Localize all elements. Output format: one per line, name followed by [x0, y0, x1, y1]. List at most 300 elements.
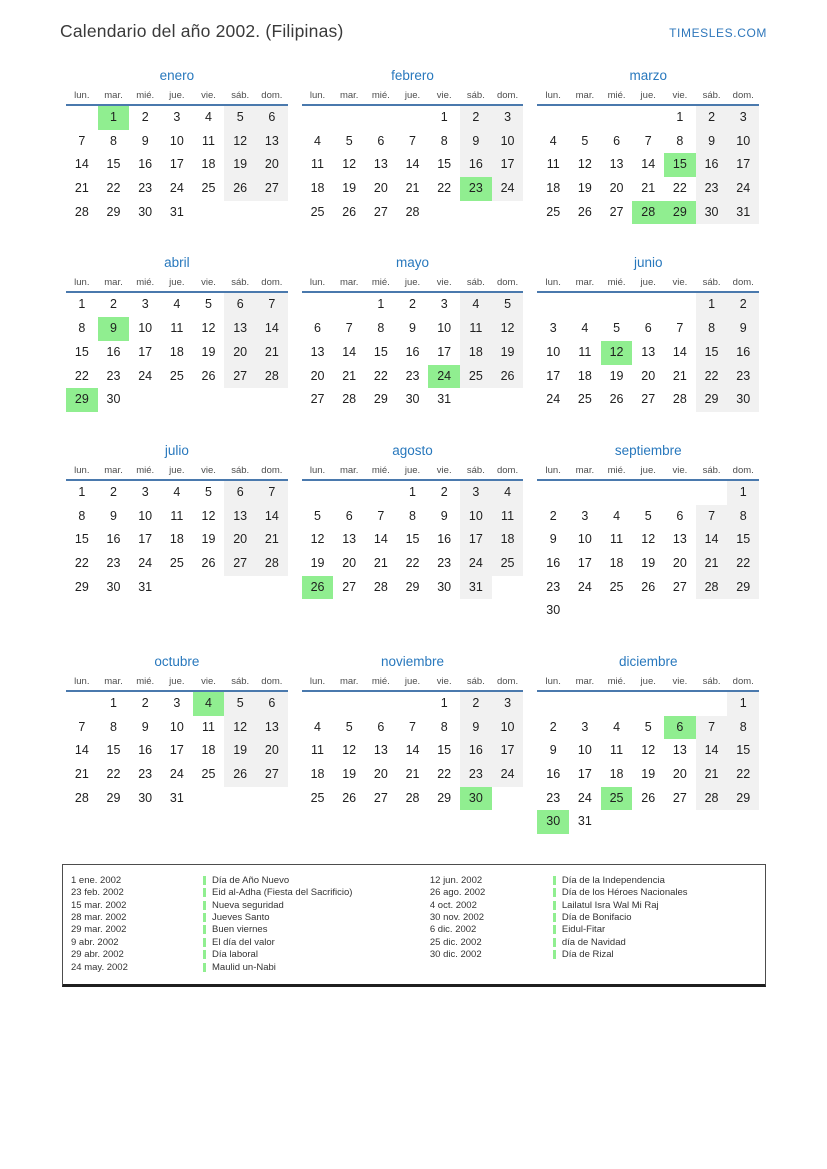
day-cell: 5 — [644, 508, 652, 523]
weekday-label: lun. — [545, 277, 561, 289]
day-cell: 2 — [727, 293, 759, 317]
day-cell: 22 — [106, 767, 121, 782]
day-cell: 25 — [577, 392, 592, 407]
day-cell: 28 — [405, 204, 420, 219]
day-cell: 29 — [106, 790, 121, 805]
legend-date: 24 may. 2002 — [71, 961, 128, 973]
legend-date: 15 mar. 2002 — [71, 899, 127, 911]
empty-cell — [256, 787, 288, 811]
legend-holiday-name: Eid al-Adha (Fiesta del Sacrificio) — [212, 887, 353, 899]
weekday-header-row — [302, 465, 524, 481]
day-cell: 3 — [460, 481, 492, 505]
day-cell: 18 — [201, 157, 216, 172]
day-cell: 13 — [256, 716, 288, 740]
day-cell: 14 — [373, 532, 388, 547]
site-link[interactable]: TIMESLES.COM — [669, 26, 767, 40]
day-cell: 3 — [549, 321, 557, 336]
day-cell: 5 — [492, 293, 524, 317]
day-cell: 24 — [492, 177, 524, 201]
legend-item — [71, 899, 430, 911]
day-cell: 6 — [224, 481, 256, 505]
weekday-label: vie. — [672, 277, 688, 289]
day-cell: 7 — [256, 481, 288, 505]
day-cell: 8 — [110, 719, 117, 734]
weekday-label: lun. — [309, 464, 326, 476]
month-noviembre — [302, 654, 524, 834]
day-cell: 9 — [460, 130, 492, 154]
empty-cell — [537, 293, 569, 317]
empty-cell — [333, 481, 365, 505]
day-cell: 12 — [492, 317, 524, 341]
day-cell: 24 — [460, 552, 492, 576]
empty-cell — [601, 481, 633, 505]
month-title: noviembre — [381, 654, 445, 669]
day-cell: 24 — [546, 392, 561, 407]
day-cell: 6 — [256, 106, 288, 130]
day-cell: 10 — [138, 321, 153, 336]
empty-cell — [302, 106, 334, 130]
weekday-header-row — [537, 676, 759, 692]
day-cell: 14 — [696, 739, 728, 763]
weekday-label: mié. — [371, 676, 390, 687]
weekday-label: mar. — [104, 277, 123, 289]
day-cell: 6 — [377, 719, 385, 734]
day-cell: 20 — [224, 341, 256, 365]
day-cell: 6 — [613, 133, 621, 148]
day-cell: 13 — [672, 532, 687, 547]
day-cell: 25 — [492, 552, 524, 576]
day-cell: 29 — [106, 204, 121, 219]
day-cell: 24 — [169, 181, 184, 196]
empty-cell — [569, 692, 601, 716]
day-cell: 13 — [373, 743, 388, 758]
page-header — [0, 0, 827, 42]
day-cell: 6 — [644, 321, 652, 336]
weekday-label: mar. — [575, 464, 595, 476]
day-cell: 9 — [727, 317, 759, 341]
day-cell: 27 — [672, 579, 687, 594]
day-cell: 15 — [696, 341, 728, 365]
day-cell: 17 — [437, 344, 452, 359]
weekday-header-row — [537, 90, 759, 106]
day-cell: 30 — [138, 204, 153, 219]
weekday-label: sáb. — [231, 464, 250, 476]
weekday-label: dom. — [261, 90, 283, 101]
day-cell: 2 — [110, 484, 117, 499]
day-cell: 8 — [696, 317, 728, 341]
day-cell: 16 — [437, 532, 452, 547]
weekday-label: mié. — [607, 90, 626, 101]
day-cell: 20 — [310, 368, 325, 383]
day-cell: 14 — [256, 317, 288, 341]
legend-holiday-name: Nueva seguridad — [212, 899, 284, 911]
empty-cell — [632, 599, 664, 623]
legend-date: 1 ene. 2002 — [71, 874, 122, 886]
day-cell: 26 — [577, 204, 592, 219]
day-cell: 7 — [78, 719, 86, 734]
day-cell: 26 — [302, 576, 334, 600]
weekday-label: dom. — [732, 90, 754, 101]
day-cell: 4 — [460, 293, 492, 317]
day-cell: 18 — [492, 528, 524, 552]
weekday-label: dom. — [261, 676, 283, 687]
day-cell: 21 — [373, 555, 388, 570]
day-cell: 8 — [409, 508, 416, 523]
day-cell: 16 — [106, 532, 121, 547]
day-cell: 13 — [224, 505, 256, 529]
day-cell: 28 — [342, 392, 357, 407]
weekday-label: sáb. — [466, 277, 485, 289]
holiday-marker-bar — [203, 950, 206, 959]
day-cell: 17 — [138, 344, 153, 359]
weekday-label: mar. — [104, 676, 123, 687]
weekday-label: jue. — [404, 676, 421, 687]
day-cell: 6 — [256, 692, 288, 716]
months-grid — [66, 68, 759, 834]
day-cell: 3 — [173, 110, 181, 124]
legend-holiday-name: Día laboral — [212, 949, 258, 961]
day-cell: 15 — [437, 743, 452, 758]
day-cell: 9 — [409, 321, 416, 336]
weekday-label: vie. — [436, 676, 452, 687]
empty-cell — [66, 692, 98, 716]
weekday-header-row — [302, 277, 524, 293]
day-cell: 1 — [409, 484, 416, 499]
month-enero — [66, 68, 288, 224]
empty-cell — [664, 481, 696, 505]
day-cell: 3 — [727, 106, 759, 130]
weekday-label: jue. — [169, 90, 185, 101]
day-cell: 17 — [546, 368, 561, 383]
weekday-label: lun. — [74, 676, 90, 687]
days-grid — [302, 293, 524, 411]
day-cell: 16 — [546, 767, 561, 782]
empty-cell — [365, 481, 397, 505]
day-cell: 10 — [169, 719, 184, 734]
day-cell: 23 — [405, 368, 420, 383]
day-cell: 13 — [342, 532, 357, 547]
empty-cell — [460, 388, 492, 412]
day-cell: 5 — [224, 692, 256, 716]
legend-holiday-name: El día del valor — [212, 936, 275, 948]
holiday-marker-bar — [553, 913, 556, 922]
day-cell: 5 — [205, 484, 212, 499]
empty-cell — [302, 481, 334, 505]
day-cell: 24 — [727, 177, 759, 201]
legend-holiday-name: Jueves Santo — [212, 911, 270, 923]
weekday-label: lun. — [309, 90, 326, 101]
day-cell: 5 — [205, 297, 212, 312]
day-cell: 8 — [377, 321, 385, 336]
legend-date: 6 dic. 2002 — [429, 924, 477, 936]
day-cell: 17 — [460, 528, 492, 552]
day-cell: 19 — [577, 181, 592, 196]
day-cell: 23 — [138, 767, 153, 782]
day-cell: 1 — [727, 481, 759, 505]
day-cell: 6 — [377, 133, 385, 148]
day-cell: 8 — [110, 133, 117, 148]
weekday-label: dom. — [732, 277, 754, 289]
day-cell: 22 — [74, 555, 89, 570]
day-cell: 2 — [409, 297, 416, 312]
day-cell: 18 — [609, 767, 624, 782]
holiday-marker-bar — [203, 925, 206, 934]
day-cell: 10 — [437, 321, 452, 336]
day-cell: 26 — [201, 368, 216, 383]
day-cell: 17 — [577, 767, 592, 782]
weekday-label: vie. — [672, 90, 688, 101]
empty-cell — [601, 106, 633, 130]
day-cell: 11 — [202, 719, 215, 734]
weekday-label: dom. — [496, 277, 519, 289]
day-cell: 24 — [577, 579, 592, 594]
day-cell: 11 — [578, 344, 592, 359]
day-cell: 20 — [609, 181, 624, 196]
day-cell: 15 — [74, 532, 89, 547]
day-cell: 19 — [492, 341, 524, 365]
empty-cell — [632, 810, 664, 834]
weekday-header-row — [302, 90, 524, 106]
day-cell: 11 — [610, 743, 624, 758]
weekday-label: lun. — [545, 676, 561, 687]
day-cell: 6 — [676, 508, 684, 523]
empty-cell — [428, 201, 460, 225]
day-cell: 7 — [345, 321, 353, 336]
day-cell: 21 — [696, 763, 728, 787]
day-cell: 7 — [409, 719, 416, 734]
day-cell: 10 — [460, 505, 492, 529]
legend-date: 4 oct. 2002 — [429, 899, 477, 911]
day-cell: 19 — [342, 181, 357, 196]
day-cell: 2 — [549, 719, 557, 734]
day-cell: 9 — [549, 532, 557, 547]
legend-item — [71, 961, 430, 973]
empty-cell — [224, 201, 256, 225]
weekday-label: vie. — [672, 464, 688, 476]
days-grid — [66, 106, 288, 224]
day-cell: 21 — [256, 528, 288, 552]
day-cell: 3 — [492, 106, 524, 130]
day-cell: 11 — [202, 133, 215, 148]
day-cell: 16 — [727, 341, 759, 365]
holiday-marker-bar — [553, 901, 556, 910]
day-cell: 27 — [224, 365, 256, 389]
day-cell: 28 — [74, 204, 89, 219]
day-cell: 5 — [224, 106, 256, 130]
empty-cell — [632, 692, 664, 716]
weekday-label: mié. — [371, 464, 390, 476]
day-cell: 26 — [342, 790, 357, 805]
day-cell: 18 — [169, 344, 184, 359]
month-title: marzo — [629, 68, 667, 83]
day-cell: 8 — [440, 133, 448, 148]
empty-cell — [727, 810, 759, 834]
day-cell: 31 — [169, 790, 184, 805]
weekday-label: mar. — [575, 676, 595, 687]
day-cell: 24 — [492, 763, 524, 787]
legend-holiday-name: Día de los Héroes Nacionales — [561, 887, 688, 899]
day-cell: 22 — [405, 555, 420, 570]
day-cell: 25 — [201, 767, 216, 782]
legend-item — [430, 887, 757, 899]
day-cell: 23 — [138, 181, 153, 196]
day-cell: 28 — [696, 576, 728, 600]
days-grid — [537, 106, 759, 224]
day-cell: 15 — [106, 743, 121, 758]
day-cell: 20 — [256, 739, 288, 763]
weekday-label: mié. — [136, 464, 155, 476]
day-cell: 9 — [141, 133, 149, 148]
day-cell: 28 — [373, 579, 388, 594]
day-cell: 22 — [727, 552, 759, 576]
weekday-label: jue. — [404, 464, 421, 476]
day-cell: 25 — [169, 555, 184, 570]
day-cell: 3 — [440, 297, 448, 312]
day-cell: 25 — [609, 579, 624, 594]
day-cell: 10 — [492, 716, 524, 740]
day-cell: 9 — [549, 743, 557, 758]
day-cell: 3 — [173, 696, 181, 710]
empty-cell — [397, 106, 429, 130]
day-cell: 3 — [141, 297, 149, 312]
legend-item — [430, 874, 757, 886]
day-cell: 1 — [78, 297, 86, 312]
weekday-label: jue. — [640, 90, 656, 101]
weekday-header-row — [66, 90, 288, 106]
day-cell: 10 — [169, 133, 184, 148]
day-cell: 27 — [342, 579, 357, 594]
empty-cell — [193, 388, 225, 412]
day-cell: 25 — [201, 181, 216, 196]
day-cell: 21 — [256, 341, 288, 365]
empty-cell — [537, 481, 569, 505]
day-cell: 3 — [492, 692, 524, 716]
weekday-label: mié. — [136, 676, 155, 687]
day-cell: 29 — [74, 579, 89, 594]
weekday-label: mié. — [607, 676, 626, 687]
empty-cell — [664, 293, 696, 317]
day-cell: 11 — [460, 317, 492, 341]
day-cell: 7 — [696, 505, 728, 529]
empty-cell — [193, 576, 225, 600]
day-cell: 1 — [110, 696, 117, 710]
day-cell: 12 — [641, 532, 656, 547]
weekday-label: lun. — [309, 277, 326, 289]
day-cell: 1 — [440, 110, 448, 124]
day-cell: 5 — [581, 133, 589, 148]
weekday-label: jue. — [404, 277, 421, 289]
legend-item — [71, 911, 430, 923]
legend-holiday-name: Día de Bonifacio — [561, 911, 632, 923]
weekday-label: vie. — [201, 676, 216, 687]
day-cell: 19 — [224, 153, 256, 177]
legend-date: 23 feb. 2002 — [71, 887, 124, 899]
day-cell: 31 — [138, 579, 153, 594]
day-cell: 25 — [546, 204, 561, 219]
legend-holiday-name: Lailatul Isra Wal Mi Raj — [561, 899, 659, 911]
holiday-legend — [62, 864, 766, 987]
day-cell: 15 — [74, 344, 89, 359]
day-cell: 25 — [169, 368, 184, 383]
day-cell: 24 — [428, 365, 460, 389]
empty-cell — [365, 106, 397, 130]
day-cell: 24 — [138, 555, 153, 570]
empty-cell — [256, 576, 288, 600]
day-cell: 16 — [138, 743, 153, 758]
month-title: febrero — [391, 68, 434, 83]
empty-cell — [492, 388, 524, 412]
empty-cell — [727, 599, 759, 623]
day-cell: 15 — [727, 739, 759, 763]
day-cell: 26 — [342, 204, 357, 219]
day-cell: 17 — [138, 532, 153, 547]
day-cell: 3 — [581, 508, 589, 523]
day-cell: 16 — [460, 153, 492, 177]
empty-cell — [302, 692, 334, 716]
day-cell: 24 — [577, 790, 592, 805]
weekday-label: dom. — [496, 464, 519, 476]
day-cell: 4 — [549, 133, 557, 148]
day-cell: 17 — [727, 153, 759, 177]
legend-holiday-name: Maulid un-Nabi — [212, 961, 276, 973]
holiday-marker-bar — [553, 950, 556, 959]
holiday-marker-bar — [203, 913, 206, 922]
empty-cell — [333, 293, 365, 317]
weekday-label: mar. — [104, 464, 123, 476]
day-cell: 30 — [106, 392, 121, 407]
day-cell: 29 — [664, 201, 696, 225]
weekday-label: sáb. — [466, 90, 485, 101]
day-cell: 13 — [256, 130, 288, 154]
day-cell: 8 — [440, 719, 448, 734]
day-cell: 26 — [224, 763, 256, 787]
day-cell: 6 — [224, 293, 256, 317]
weekday-header-row — [302, 676, 524, 692]
day-cell: 29 — [696, 388, 728, 412]
empty-cell — [193, 787, 225, 811]
empty-cell — [632, 481, 664, 505]
day-cell: 25 — [310, 204, 325, 219]
day-cell: 22 — [373, 368, 388, 383]
day-cell: 27 — [256, 177, 288, 201]
day-cell: 10 — [577, 532, 592, 547]
empty-cell — [129, 388, 161, 412]
day-cell: 23 — [727, 365, 759, 389]
day-cell: 29 — [66, 388, 98, 412]
day-cell: 20 — [641, 368, 656, 383]
day-cell: 24 — [169, 767, 184, 782]
day-cell: 21 — [74, 767, 89, 782]
weekday-label: lun. — [545, 90, 561, 101]
weekday-label: mié. — [607, 277, 626, 289]
empty-cell — [664, 810, 696, 834]
day-cell: 20 — [373, 767, 388, 782]
day-cell: 29 — [727, 787, 759, 811]
day-cell: 12 — [577, 157, 592, 172]
day-cell: 6 — [664, 716, 696, 740]
empty-cell — [256, 388, 288, 412]
weekday-label: mié. — [136, 90, 155, 101]
empty-cell — [333, 106, 365, 130]
legend-item — [430, 948, 757, 960]
day-cell: 30 — [460, 787, 492, 811]
legend-item — [71, 936, 430, 948]
month-title: enero — [159, 68, 195, 83]
weekday-label: dom. — [261, 277, 283, 289]
day-cell: 21 — [74, 181, 89, 196]
day-cell: 25 — [601, 787, 633, 811]
day-cell: 30 — [106, 579, 121, 594]
